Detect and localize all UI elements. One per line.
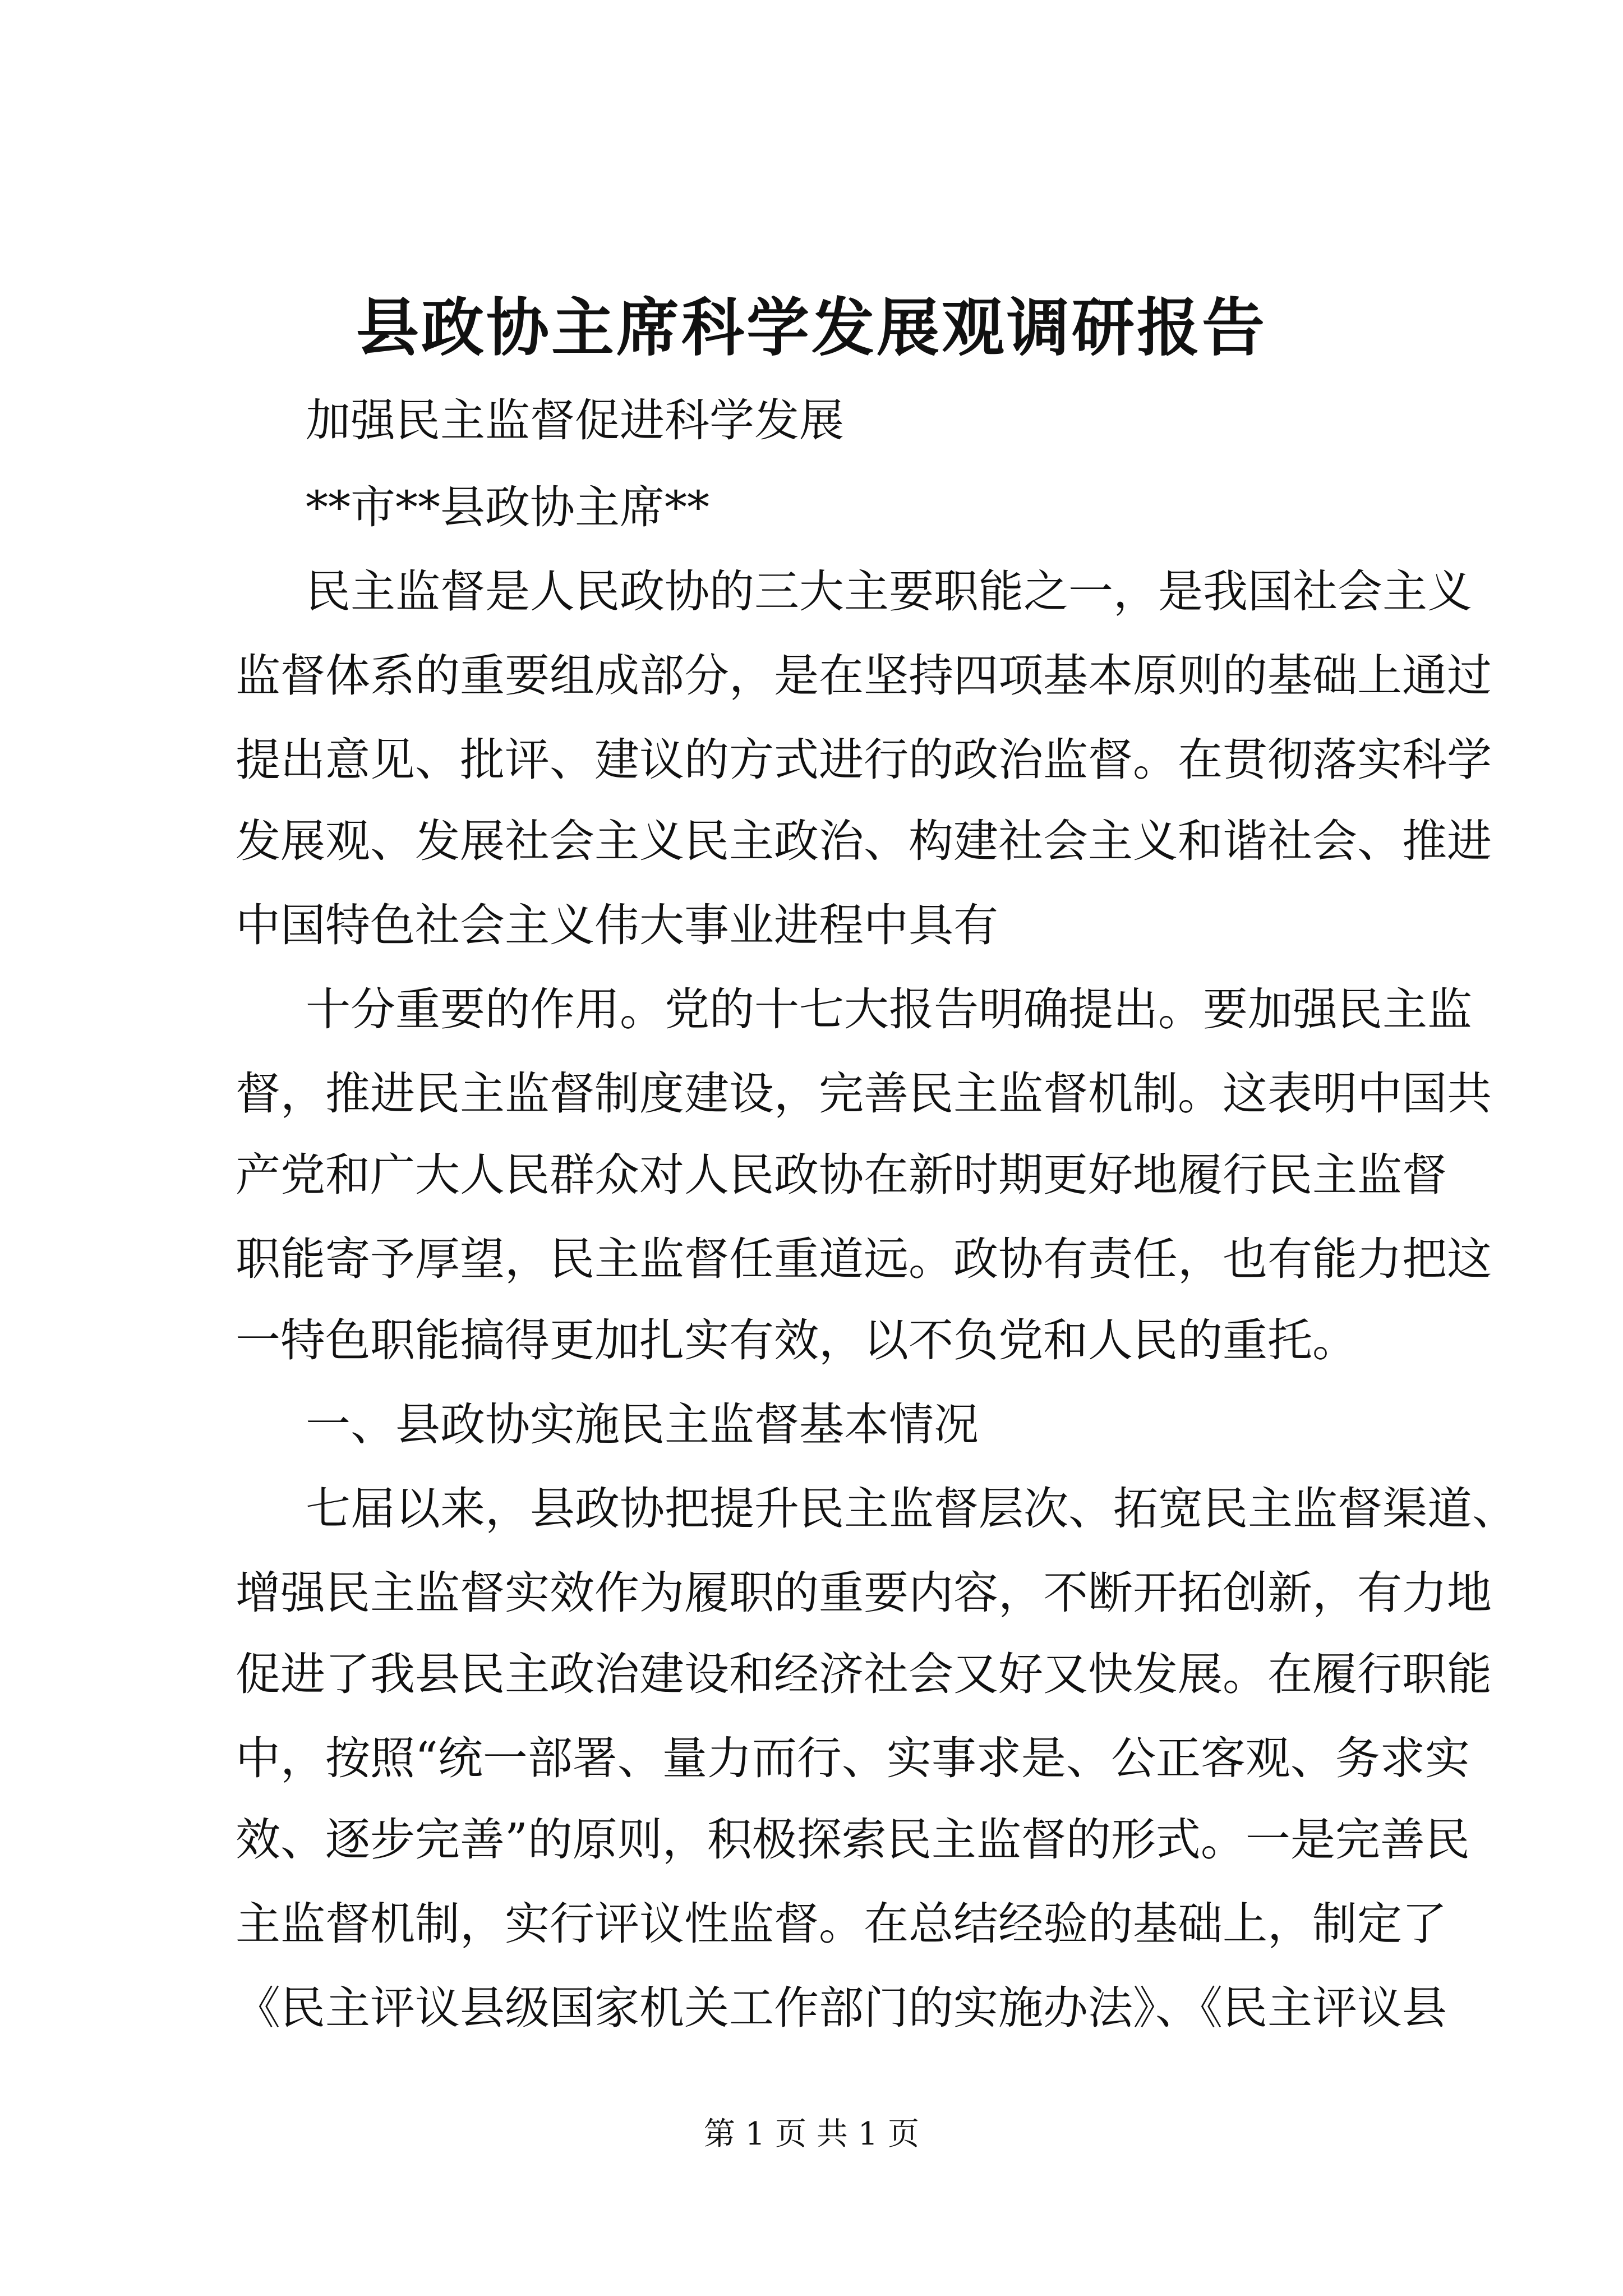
paragraph-line: 中，按照“统一部署、量力而行、实事求是、公正客观、务求实 bbox=[236, 1732, 1470, 1784]
subtitle: 加强民主监督促进科学发展 bbox=[306, 394, 844, 447]
paragraph-line: 七届以来，县政协把提升民主监督层次、拓宽民主监督渠道、 bbox=[306, 1483, 1517, 1535]
paragraph-line: 职能寄予厚望，民主监督任重道远。政协有责任，也有能力把这 bbox=[236, 1233, 1492, 1285]
paragraph-line: 十分重要的作用。党的十七大报告明确提出。要加强民主监 bbox=[306, 983, 1472, 1036]
paragraph-line: 督，推进民主监督制度建设，完善民主监督机制。这表明中国共 bbox=[236, 1068, 1492, 1120]
paragraph-line: 增强民主监督实效作为履职的重要内容，不断开拓创新，有力地 bbox=[236, 1567, 1492, 1619]
paragraph-line: 发展观、发展社会主义民主政治、构建社会主义和谐社会、推进 bbox=[236, 815, 1492, 867]
document-title: 县政协主席科学发展观调研报告 bbox=[356, 291, 1267, 365]
paragraph-line: 一特色职能搞得更加扎实有效，以不负党和人民的重托。 bbox=[236, 1314, 1357, 1366]
paragraph-line: 中国特色社会主义伟大事业进程中具有 bbox=[236, 899, 998, 951]
paragraph-line: 民主监督是人民政协的三大主要职能之一，是我国社会主义 bbox=[306, 565, 1472, 618]
paragraph-line: 提出意见、批评、建议的方式进行的政治监督。在贯彻落实科学 bbox=[236, 734, 1492, 786]
page-number-footer: 第 1 页 共 1 页 bbox=[703, 2116, 920, 2152]
paragraph-line: 《民主评议县级国家机关工作部门的实施办法》、《民主评议县 bbox=[236, 1982, 1447, 2034]
author-line: **市**县政协主席** bbox=[306, 481, 709, 533]
paragraph-line: 产党和广大人民群众对人民政协在新时期更好地履行民主监督 bbox=[236, 1149, 1447, 1201]
paragraph-line: 促进了我县民主政治建设和经济社会又好又快发展。在履行职能 bbox=[236, 1648, 1492, 1700]
paragraph-line: 效、逐步完善”的原则，积极探索民主监督的形式。一是完善民 bbox=[236, 1814, 1470, 1866]
paragraph-line: 主监督机制，实行评议性监督。在总结经验的基础上，制定了 bbox=[236, 1898, 1447, 1950]
paragraph-line: 监督体系的重要组成部分，是在坚持四项基本原则的基础上通过 bbox=[236, 650, 1492, 702]
section-heading: 一、县政协实施民主监督基本情况 bbox=[306, 1398, 979, 1451]
